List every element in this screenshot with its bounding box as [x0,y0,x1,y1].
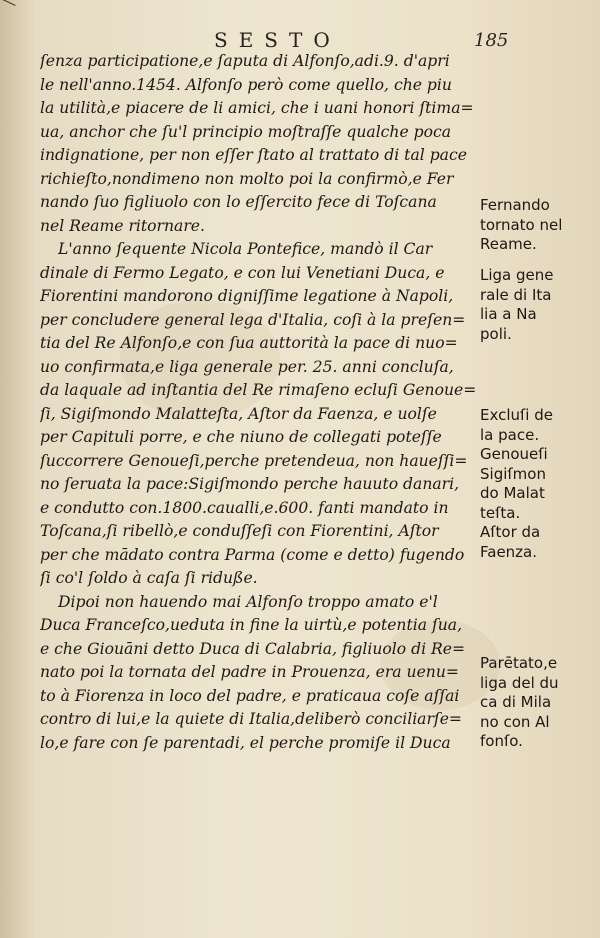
note-line: rale di Ita [480,285,552,304]
note-line: Excluſi de [480,406,553,424]
margin-note-parentato [480,654,595,752]
note-line: tornato nel [480,215,563,234]
note-line: teſta. [480,503,521,522]
text-line: nel Reame ritornare. [40,216,205,235]
paragraph-1 [40,50,480,238]
paragraph-3 [40,591,480,756]
text-line: Dipoi non hauendo mai Alfonſo troppo amato e'l [58,592,438,611]
text-line: uo confirmata,e liga generale per. 25. anni concluſa, [40,357,454,376]
text-line: nando ſuo figliuolo con lo eſſercito fece di Toſcana [40,193,437,211]
note-line: poli. [480,324,512,343]
margin-note-exclusi [480,406,595,562]
note-line: lia a Na [480,305,537,323]
note-line: Faenza. [480,542,538,561]
text-line: ſuccorrere Genoueſi,perche pretendeua, non haueſſi= [40,451,468,470]
text-line: no ſeruata la pace:Sigiſmondo perche hauuto danari, [40,475,460,493]
text-line: L'anno ſequente Nicola Pontefice, mandò il Car [58,240,433,258]
text-line: nato poi la tornata del padre in Prouenza, era uenu= [40,663,459,681]
margin-note-liga [480,266,595,344]
text-line: lo,e fare con ſe parentadi, el perche promiſe il Duca [40,733,451,752]
text-line: to à Fiorenza in loco del padre, e praticaua coſe aſſai [40,686,460,705]
note-line: Liga gene [480,266,554,284]
note-line: Genoueſi [480,445,548,463]
text-line: per che mādato contra Parma (come e detto) fugendo [40,545,465,564]
text-line: ſi, Sigiſmondo Malatteſta, Aſtor da Faenza, e uolſe [40,404,437,423]
margin-note-fernando [480,196,595,255]
note-line: ca di Mila [480,693,552,711]
note-line: do Malat [480,484,545,502]
text-line: contro di lui,e la quiete di Italia,deliberò conciliarſe= [40,710,462,728]
text-line: la utilità,e piacere de li amici, che i uani honori ſtima= [40,99,474,117]
note-line: Sigiſmon [480,464,546,483]
text-line: e condutto con.1800.caualli,e.600. fanti mandato in [40,498,449,517]
note-line: Fernando [480,196,550,214]
note-line: Aſtor da [480,523,541,541]
running-head: SESTO [214,28,341,52]
text-line: per concludere general lega d'Italia, coſi à la preſen= [40,310,466,329]
page-edge-mark [2,0,15,6]
text-line: per Capituli porre, e che niuno de collegati poteſſe [40,428,442,446]
text-line: le nell'anno.1454. Alfonſo però come quello, che piu [40,75,452,94]
text-line: tia del Re Alfonſo,e con ſua auttorità la pace di nuo= [40,334,458,352]
note-line: Parētato,e [480,654,558,672]
text-line: dinale di Fermo Legato, e con lui Venetiani Duca, e [40,263,445,282]
note-line: liga del du [480,673,559,692]
text-line: e che Giouāni detto Duca di Calabria, figliuolo di Re= [40,639,466,658]
text-line: Fiorentini mandorono digniſſime legatione à Napoli, [40,287,454,305]
text-line: Duca Franceſco,ueduta in fine la uirtù,e potentia ſua, [40,616,463,634]
text-line: Toſcana,ſi ribellò,e conduſſeſi con Fiorentini, Aſtor [40,522,439,540]
text-line: indignatione, per non eſſer ſtato al trattato di tal pace [40,146,467,164]
note-line: la pace. [480,425,540,444]
text-line: ſenza participatione,e ſaputa di Alfonſo,adi.9. d'apri [40,52,450,70]
note-line: fonſo. [480,732,523,750]
note-line: Reame. [480,235,537,253]
note-line: no con Al [480,712,550,731]
text-line: ua, anchor che ſu'l principio moſtraſſe qualche poca [40,122,452,141]
text-line: richieſto,nondimeno non molto poi la confirmò,e Fer [40,169,454,188]
paragraph-2 [40,238,480,591]
page-number: 185 [474,30,509,51]
text-line: da laquale ad inſtantia del Re rimaſeno ecluſi Genoue= [40,381,477,399]
main-text-column [40,50,480,755]
text-line: ſi co'l ſoldo à caſa ſi riduße. [40,569,258,587]
